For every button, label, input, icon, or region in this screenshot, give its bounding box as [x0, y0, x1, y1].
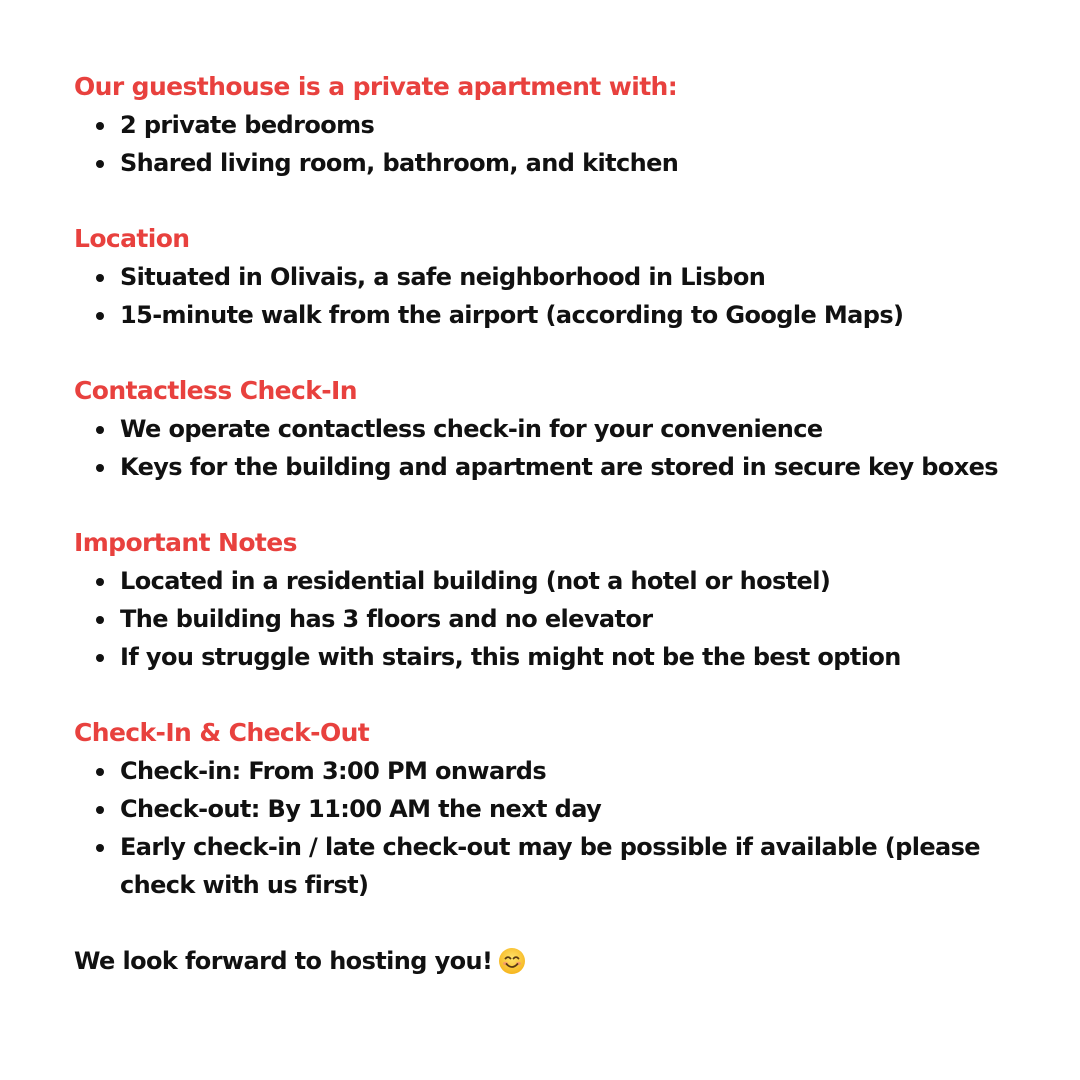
guesthouse-info	[74, 68, 1024, 980]
list-item	[74, 410, 1024, 448]
list-item-text: Early check-in / late check-out may be possible if available (please check with us first)	[120, 833, 980, 899]
bullet-icon	[96, 312, 104, 320]
bullet-icon	[96, 274, 104, 282]
bullet-icon	[96, 844, 104, 852]
list-item	[74, 638, 1024, 676]
section-heading: Check-In & Check-Out	[74, 718, 370, 747]
bullet-icon	[96, 122, 104, 130]
bullet-icon	[96, 616, 104, 624]
list-item	[74, 448, 1024, 486]
section-location	[74, 220, 1024, 334]
list-item-text: Shared living room, bathroom, and kitchen	[120, 149, 679, 177]
section-heading: Contactless Check-In	[74, 376, 357, 405]
bullet-list	[74, 562, 1024, 676]
list-item	[74, 752, 1024, 790]
section-heading: Important Notes	[74, 528, 297, 557]
list-item-text: 2 private bedrooms	[120, 111, 375, 139]
list-item-text: If you struggle with stairs, this might not be the best option	[120, 643, 901, 671]
bullet-list	[74, 106, 1024, 182]
list-item-text: We operate contactless check-in for your convenience	[120, 415, 823, 443]
bullet-icon	[96, 654, 104, 662]
section-check-in-check-out	[74, 714, 1024, 904]
bullet-icon	[96, 578, 104, 586]
closing-text: We look forward to hosting you!	[74, 947, 493, 975]
list-item	[74, 258, 1024, 296]
list-item	[74, 296, 1024, 334]
bullet-icon	[96, 806, 104, 814]
bullet-list	[74, 258, 1024, 334]
bullet-icon	[96, 464, 104, 472]
section-heading: Location	[74, 224, 190, 253]
list-item	[74, 106, 1024, 144]
bullet-icon	[96, 768, 104, 776]
bullet-icon	[96, 160, 104, 168]
bullet-list	[74, 410, 1024, 486]
closing-message	[74, 942, 1024, 980]
list-item	[74, 562, 1024, 600]
list-item	[74, 600, 1024, 638]
list-item	[74, 144, 1024, 182]
section-heading: Our guesthouse is a private apartment with:	[74, 72, 678, 101]
list-item-text: Check-out: By 11:00 AM the next day	[120, 795, 602, 823]
list-item-text: Check-in: From 3:00 PM onwards	[120, 757, 547, 785]
section-apartment	[74, 68, 1024, 182]
bullet-list	[74, 752, 1024, 904]
list-item	[74, 828, 1024, 904]
list-item-text: Situated in Olivais, a safe neighborhood in Lisbon	[120, 263, 766, 291]
bullet-icon	[96, 426, 104, 434]
list-item-text: 15-minute walk from the airport (according to Google Maps)	[120, 301, 904, 329]
list-item-text: Located in a residential building (not a hotel or hostel)	[120, 567, 831, 595]
list-item	[74, 790, 1024, 828]
list-item-text: Keys for the building and apartment are stored in secure key boxes	[120, 453, 998, 481]
smiling-face-icon	[498, 947, 526, 975]
section-check-in	[74, 372, 1024, 486]
section-important-notes	[74, 524, 1024, 676]
list-item-text: The building has 3 floors and no elevator	[120, 605, 653, 633]
